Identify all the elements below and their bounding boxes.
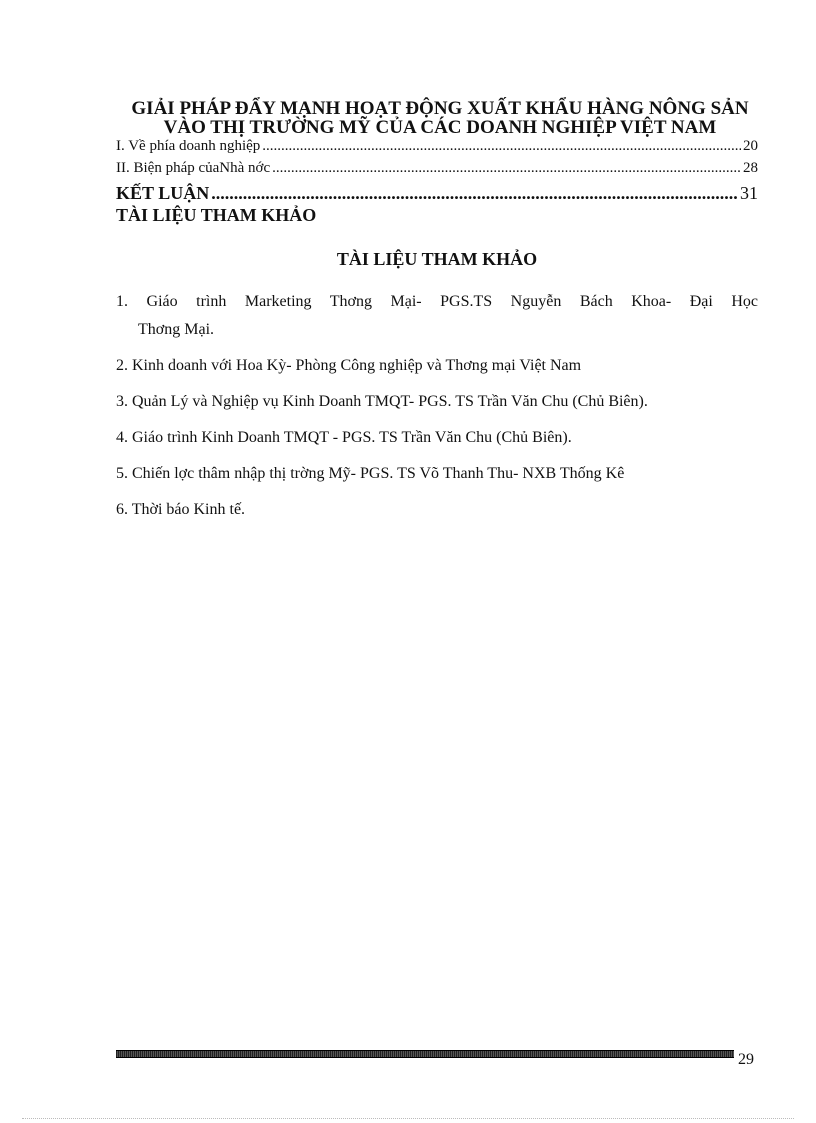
toc-entry-page: 20 — [743, 138, 758, 154]
toc-entry-references: TÀI LIỆU THAM KHẢO — [116, 205, 317, 225]
reference-line-continued: Thơng Mại. — [138, 321, 215, 338]
footer-rule — [116, 1050, 734, 1058]
toc-entry-state — [116, 160, 758, 177]
toc-entry-label: I. Về phía doanh nghiệp — [116, 138, 261, 154]
toc-leader-dots — [262, 138, 741, 155]
toc-entry-page: 28 — [743, 160, 758, 176]
list-item: 5. Chiến lợc thâm nhập thị trờng Mỹ- PGS. TS Võ Thanh Thu- NXB Thống Kê — [116, 465, 625, 482]
references-list — [116, 288, 758, 532]
toc-entry-label: II. Biện pháp củaNhà nớc — [116, 160, 271, 176]
section-heading-line-2: VÀO THỊ TRƯỜNG MỸ CỦA CÁC DOANH NGHIỆP VIỆT NAM — [163, 117, 717, 138]
list-item: 3. Quản Lý và Nghiệp vụ Kinh Doanh TMQT- PGS. TS Trần Văn Chu (Chủ Biên). — [116, 393, 648, 410]
list-item: 6. Thời báo Kinh tế. — [116, 501, 246, 518]
reference-line: 1. Giáo trình Marketing Thơng Mại- PGS.TS Nguyễn Bách Khoa- Đại Học — [116, 293, 758, 310]
list-item: 2. Kinh doanh với Hoa Kỳ- Phòng Công nghiệp và Thơng mại Việt Nam — [116, 357, 582, 374]
section-heading-line-1: GIẢI PHÁP ĐẨY MẠNH HOẠT ĐỘNG XUẤT KHẨU HÀNG NÔNG SẢN — [131, 98, 749, 119]
references-title: TÀI LIỆU THAM KHẢO — [336, 249, 538, 269]
toc-leader-dots — [211, 183, 738, 204]
toc-entry-conclusion — [116, 183, 758, 204]
list-item: 4. Giáo trình Kinh Doanh TMQT - PGS. TS Trần Văn Chu (Chủ Biên). — [116, 429, 572, 446]
toc-entry-business — [116, 138, 758, 155]
list-item — [116, 288, 758, 344]
toc-entry-page: 31 — [740, 183, 758, 203]
toc-leader-dots — [272, 160, 741, 177]
page-number: 29 — [738, 1051, 754, 1068]
toc-entry-label: KẾT LUẬN — [116, 183, 210, 203]
bottom-dotted-divider — [22, 1118, 794, 1119]
